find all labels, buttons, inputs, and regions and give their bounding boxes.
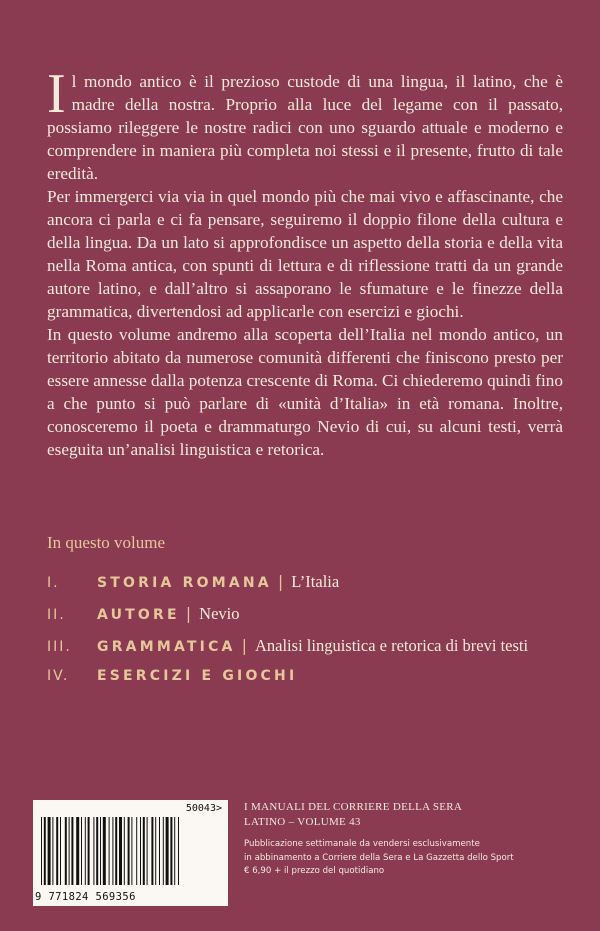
drop-cap: I	[47, 63, 66, 125]
toc-heading: AUTORE	[97, 607, 180, 623]
barcode-bar-19	[115, 817, 117, 885]
barcode-bar-25	[140, 817, 141, 885]
barcode-bar-24	[136, 817, 137, 885]
barcode-bar-5	[60, 817, 61, 885]
barcode-addon-code: 50043>	[185, 803, 222, 814]
barcode-bar-32	[166, 817, 169, 885]
series-info	[244, 800, 462, 830]
barcode-bar-29	[155, 817, 156, 885]
intro-paragraph-1-text: l mondo antico è il prezioso custode di una lingua, il latino, che è madre della nostra. Proprio alla luce del legame con il passato, possiamo rileggere le nostre radici con uno sguardo attuale e moderno e comprendere in maniera più completa noi stessi e il presente, frutto di tale eredità.	[47, 72, 563, 183]
barcode-bar-26	[143, 817, 145, 885]
barcode-bar-23	[131, 817, 132, 885]
toc-separator: |	[241, 636, 247, 655]
barcode-bar-1	[44, 817, 46, 885]
barcode-bar-30	[159, 817, 160, 885]
barcode-bar-22	[128, 817, 130, 885]
intro-paragraph-1	[47, 63, 563, 185]
toc-item-autore	[47, 604, 577, 636]
barcode-bar-9	[76, 817, 79, 885]
toc-number: II.	[47, 607, 66, 623]
toc-item-storia-romana	[47, 572, 577, 604]
barcode-bar-7	[69, 817, 70, 885]
toc-heading: ESERCIZI E GIOCHI	[97, 668, 298, 684]
barcode	[33, 800, 228, 906]
barcode-bar-35	[178, 817, 179, 885]
barcode-bar-17	[109, 817, 110, 885]
toc-item-grammatica	[47, 636, 577, 668]
publication-price: € 6,90 + il prezzo del quotidiano	[244, 866, 385, 876]
barcode-bar-14	[96, 817, 98, 885]
barcode-bar-2	[48, 817, 51, 885]
barcode-bar-10	[81, 817, 82, 885]
barcode-bar-18	[112, 817, 113, 885]
toc-heading: GRAMMATICA	[97, 639, 236, 655]
barcode-bar-34	[174, 817, 175, 885]
barcode-bar-4	[56, 817, 58, 885]
series-volume: LATINO – VOLUME 43	[244, 816, 361, 828]
publication-info	[244, 838, 514, 879]
barcode-bar-11	[85, 817, 86, 885]
toc-item-esercizi-e-giochi	[47, 668, 577, 700]
barcode-bar-16	[103, 817, 106, 885]
intro-paragraph-2: Per immergerci via via in quel mondo più che mai vivo e affascinante, che ancora ci parla e ci fa pensare, seguiremo il doppio filone della cultura e della lingua. Da un lato si approfondisce un aspetto della storia e della vita nella Roma antica, con spunti di lettura e di riflessione tratti da un grande autore latino, e dall’altro si assaporano le sfumature e le finezze della grammatica, divertendosi ad applicarle con esercizi e giochi.	[47, 187, 563, 321]
barcode-bars	[39, 817, 222, 885]
barcode-bar-27	[147, 817, 148, 885]
publication-line-1: Pubblicazione settimanale da vendersi esclusivamente	[244, 839, 480, 849]
barcode-bar-13	[93, 817, 94, 885]
barcode-bar-15	[100, 817, 101, 885]
series-name: I MANUALI DEL CORRIERE DELLA SERA	[244, 801, 463, 813]
barcode-bar-6	[65, 817, 67, 885]
toc-heading: STORIA ROMANA	[97, 575, 272, 591]
barcode-bar-0	[41, 817, 42, 885]
barcode-bar-12	[88, 817, 90, 885]
barcode-bar-3	[52, 817, 53, 885]
barcode-bar-8	[71, 817, 73, 885]
toc-number: III.	[47, 639, 72, 655]
barcode-bar-28	[151, 817, 153, 885]
toc-separator: |	[185, 604, 192, 623]
barcode-bar-31	[163, 817, 164, 885]
barcode-bar-33	[170, 817, 172, 885]
intro-paragraph-3: In questo volume andremo alla scoperta dell’Italia nel mondo antico, un territorio abitato da numerose comunità differenti che finiscono presto per essere annesse dalla potenza crescente di Roma. Ci chiederemo quindi fino a che punto si può parlare di «unità d’Italia» in età romana. Inoltre, conosceremo il poeta e drammaturgo Nevio di cui, su alcuni testi, verrà eseguita un’analisi linguistica e retorica.	[47, 325, 563, 459]
toc-separator: |	[277, 572, 284, 591]
toc-number: IV.	[47, 668, 70, 684]
toc-title: In questo volume	[47, 533, 166, 552]
table-of-contents	[47, 572, 577, 700]
publication-line-2: in abbinamento a Corriere della Sera e La Gazzetta dello Sport	[244, 852, 514, 863]
barcode-bar-21	[124, 817, 125, 885]
intro-text	[47, 63, 563, 461]
barcode-bar-20	[119, 817, 122, 885]
toc-subtitle: L’Italia	[291, 572, 340, 591]
toc-subtitle: Analisi linguistica e retorica di brevi testi	[254, 636, 529, 655]
barcode-digits: 9 771824 569356	[35, 891, 136, 903]
toc-subtitle: Nevio	[199, 604, 240, 623]
toc-number: I.	[47, 575, 60, 591]
